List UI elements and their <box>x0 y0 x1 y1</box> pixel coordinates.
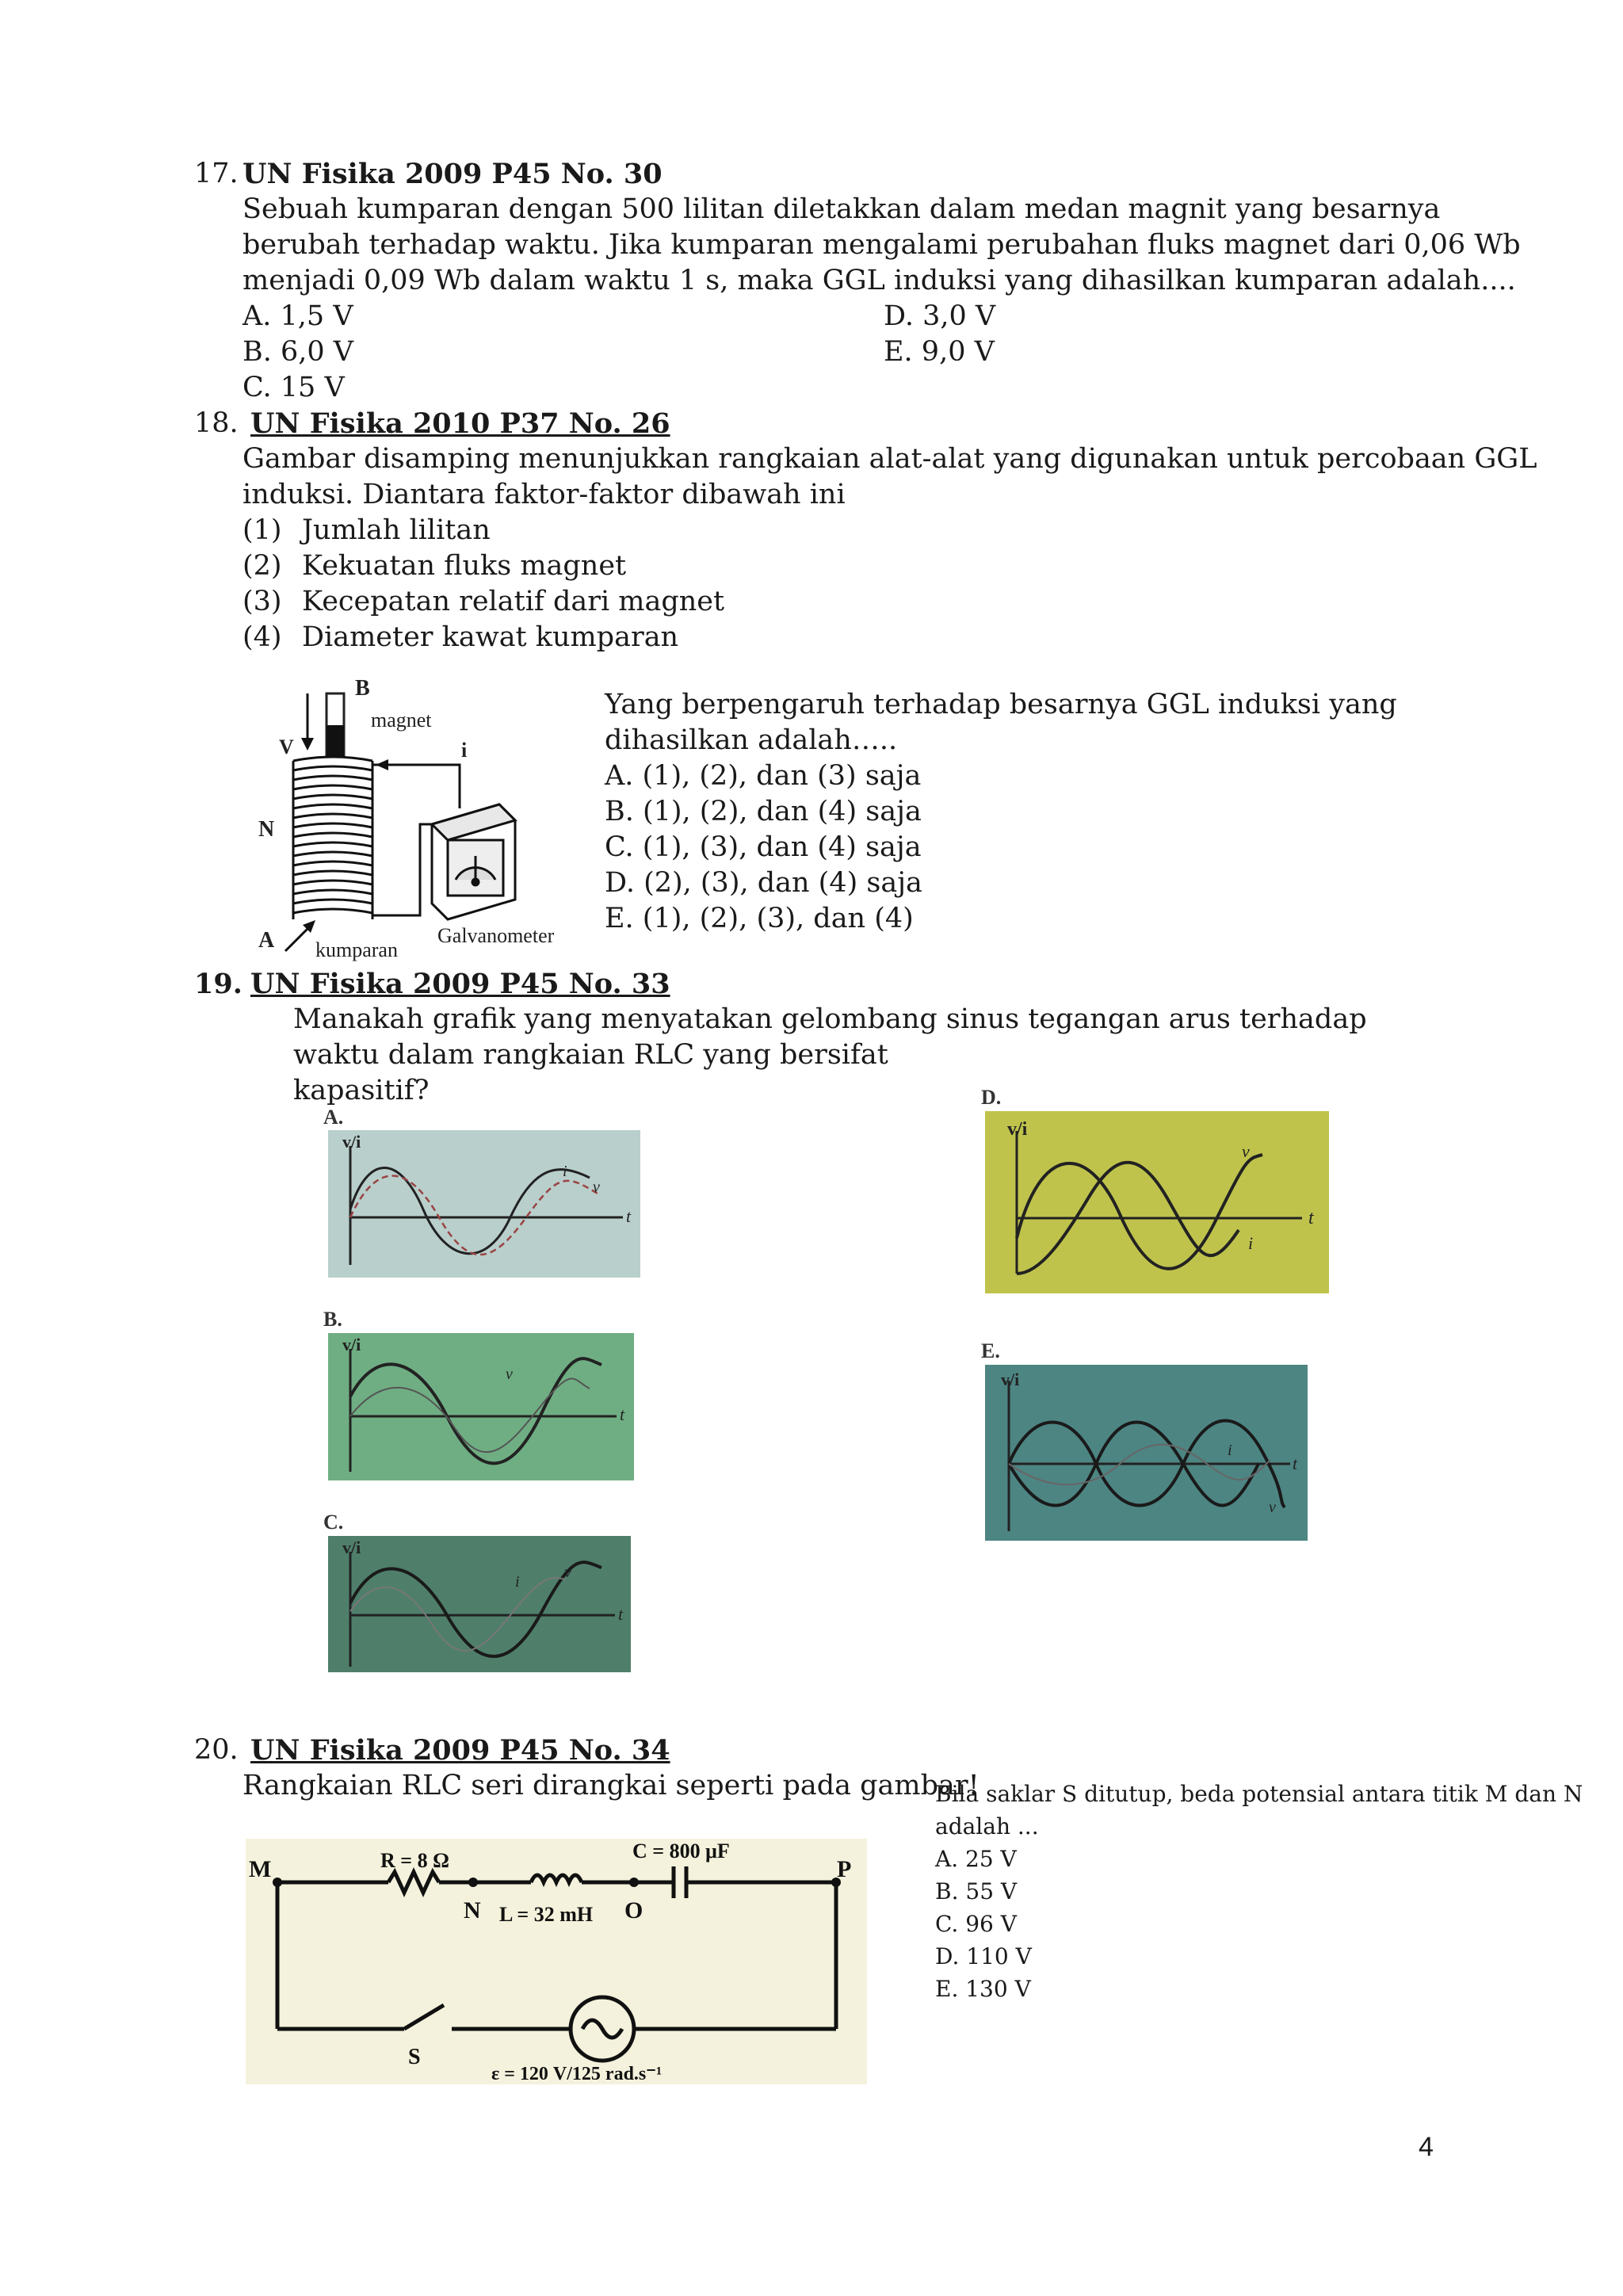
option-b: B. (1), (2), dan (4) saja <box>605 796 922 827</box>
switch-label: S <box>408 2045 421 2069</box>
capacitor-label: C = 800 μF <box>632 1839 730 1862</box>
graph-label-a: A. <box>323 1106 344 1129</box>
option-a: A. 25 V <box>935 1846 1017 1872</box>
graph-background <box>985 1365 1308 1541</box>
graph-label-d: D. <box>981 1086 1002 1109</box>
question-title: UN Fisika 2009 P45 No. 33 <box>250 968 670 1000</box>
svg-text:v/i: v/i <box>1001 1370 1020 1389</box>
option-b: B. 6,0 V <box>242 336 354 368</box>
label-kumparan: kumparan <box>315 938 398 961</box>
question-text-line: berubah terhadap waktu. Jika kumparan mengalami perubahan fluks magnet dari 0,06 Wb <box>242 229 1521 261</box>
resistor-label: R = 8 Ω <box>380 1849 449 1872</box>
svg-text:i: i <box>1228 1442 1232 1459</box>
svg-text:v: v <box>593 1179 600 1196</box>
option-d: D. 3,0 V <box>884 300 996 332</box>
rlc-circuit-figure <box>246 1839 867 2084</box>
question-text-line: kapasitif? <box>293 1075 430 1106</box>
label-i: i <box>461 739 468 762</box>
option-e: E. 9,0 V <box>884 336 995 368</box>
svg-text:t: t <box>620 1404 625 1424</box>
question-number: 17. <box>194 158 239 189</box>
label-magnet: magnet <box>371 709 432 732</box>
svg-text:i: i <box>563 1163 567 1180</box>
label-galvanometer: Galvanometer <box>437 924 555 947</box>
svg-text:v/i: v/i <box>342 1538 361 1557</box>
option-e: E. (1), (2), (3), dan (4) <box>605 903 914 934</box>
question-title: UN Fisika 2009 P45 No. 30 <box>242 158 663 190</box>
factor-text: Kecepatan relatif dari magnet <box>302 586 725 617</box>
graph-option-c[interactable] <box>328 1536 631 1672</box>
label-n: N <box>258 817 275 842</box>
question-text-line: Gambar disamping menunjukkan rangkaian alat-alat yang digunakan untuk percobaan GGL <box>242 443 1537 475</box>
option-a: A. (1), (2), dan (3) saja <box>605 760 922 792</box>
circuit-background <box>246 1839 867 2084</box>
label-v: V <box>279 735 294 758</box>
current-arrow <box>376 759 388 770</box>
question-text-line: menjadi 0,09 Wb dalam waktu 1 s, maka GGL induksi yang dihasilkan kumparan adalah.... <box>242 265 1516 296</box>
option-c: C. 96 V <box>935 1911 1017 1937</box>
question-title: UN Fisika 2010 P37 No. 26 <box>250 407 670 440</box>
factor-number: (3) <box>242 586 282 617</box>
option-b: B. 55 V <box>935 1878 1018 1904</box>
question-title: UN Fisika 2009 P45 No. 34 <box>250 1734 670 1767</box>
graph-option-a[interactable] <box>328 1130 640 1278</box>
factor-text: Kekuatan fluks magnet <box>302 550 627 582</box>
option-e: E. 130 V <box>935 1976 1031 2002</box>
svg-text:v/i: v/i <box>342 1335 361 1354</box>
svg-text:v/i: v/i <box>342 1132 361 1152</box>
option-d: D. (2), (3), dan (4) saja <box>605 867 922 899</box>
question-number: 18. <box>194 407 239 439</box>
factor-number: (4) <box>242 621 282 653</box>
svg-text:v: v <box>506 1366 513 1383</box>
svg-text:v/i: v/i <box>1007 1119 1028 1140</box>
question-text-line: Bila saklar S ditutup, beda potensial antara titik M dan N <box>935 1781 1583 1807</box>
source-label: ε = 120 V/125 rad.s⁻¹ <box>491 2064 663 2084</box>
velocity-arrow <box>301 738 314 751</box>
svg-text:i: i <box>1248 1233 1254 1253</box>
svg-text:v: v <box>1242 1141 1250 1161</box>
graph-background <box>328 1130 640 1278</box>
option-a: A. 1,5 V <box>242 300 353 332</box>
label-b: B <box>355 678 370 701</box>
svg-text:v: v <box>1269 1499 1276 1516</box>
node-n: N <box>464 1897 481 1924</box>
svg-text:t: t <box>1308 1208 1314 1228</box>
magnet-pole <box>327 725 344 757</box>
question-text-line: induksi. Diantara faktor-faktor dibawah ini <box>242 479 846 510</box>
page-number: 4 <box>1419 2132 1434 2162</box>
factor-text: Jumlah lilitan <box>302 514 491 546</box>
svg-text:v: v <box>564 1564 571 1581</box>
inductor-label: L = 32 mH <box>499 1903 594 1926</box>
node-m: M <box>249 1856 272 1882</box>
svg-text:t: t <box>618 1604 624 1624</box>
graph-label-c: C. <box>323 1511 344 1534</box>
graph-option-e[interactable] <box>985 1365 1308 1541</box>
svg-text:t: t <box>626 1206 632 1226</box>
question-text-line: Rangkaian RLC seri dirangkai seperti pada gambar! <box>242 1770 980 1801</box>
svg-text:t: t <box>1293 1454 1298 1473</box>
graph-label-b: B. <box>323 1308 342 1331</box>
graph-label-e: E. <box>981 1339 1000 1362</box>
galvanometer <box>432 804 515 919</box>
factor-number: (1) <box>242 514 282 546</box>
option-c: C. 15 V <box>242 372 345 403</box>
question-text-line: Sebuah kumparan dengan 500 lilitan diletakkan dalam medan magnit yang besarnya <box>242 193 1441 225</box>
induction-experiment-figure <box>254 678 586 963</box>
question-text-line: Manakah grafik yang menyatakan gelombang sinus tegangan arus terhadap <box>293 1003 1367 1035</box>
node-o: O <box>624 1897 643 1924</box>
question-text-line: dihasilkan adalah….. <box>605 724 898 756</box>
question-text-line: waktu dalam rangkaian RLC yang bersifat <box>293 1039 888 1071</box>
factor-number: (2) <box>242 550 282 582</box>
factor-text: Diameter kawat kumparan <box>302 621 679 653</box>
graph-option-d[interactable] <box>985 1111 1329 1293</box>
question-number: 20. <box>194 1734 239 1766</box>
question-text-line: adalah ... <box>935 1813 1039 1839</box>
node-p: P <box>837 1856 852 1882</box>
coil <box>293 757 372 919</box>
question-text-line: Yang berpengaruh terhadap besarnya GGL induksi yang <box>605 689 1397 720</box>
svg-text:i: i <box>515 1573 520 1591</box>
option-d: D. 110 V <box>935 1943 1032 1969</box>
graph-option-b[interactable] <box>328 1333 634 1480</box>
label-a: A <box>258 928 275 953</box>
option-c: C. (1), (3), dan (4) saja <box>605 831 922 863</box>
question-number: 19. <box>194 968 242 1000</box>
